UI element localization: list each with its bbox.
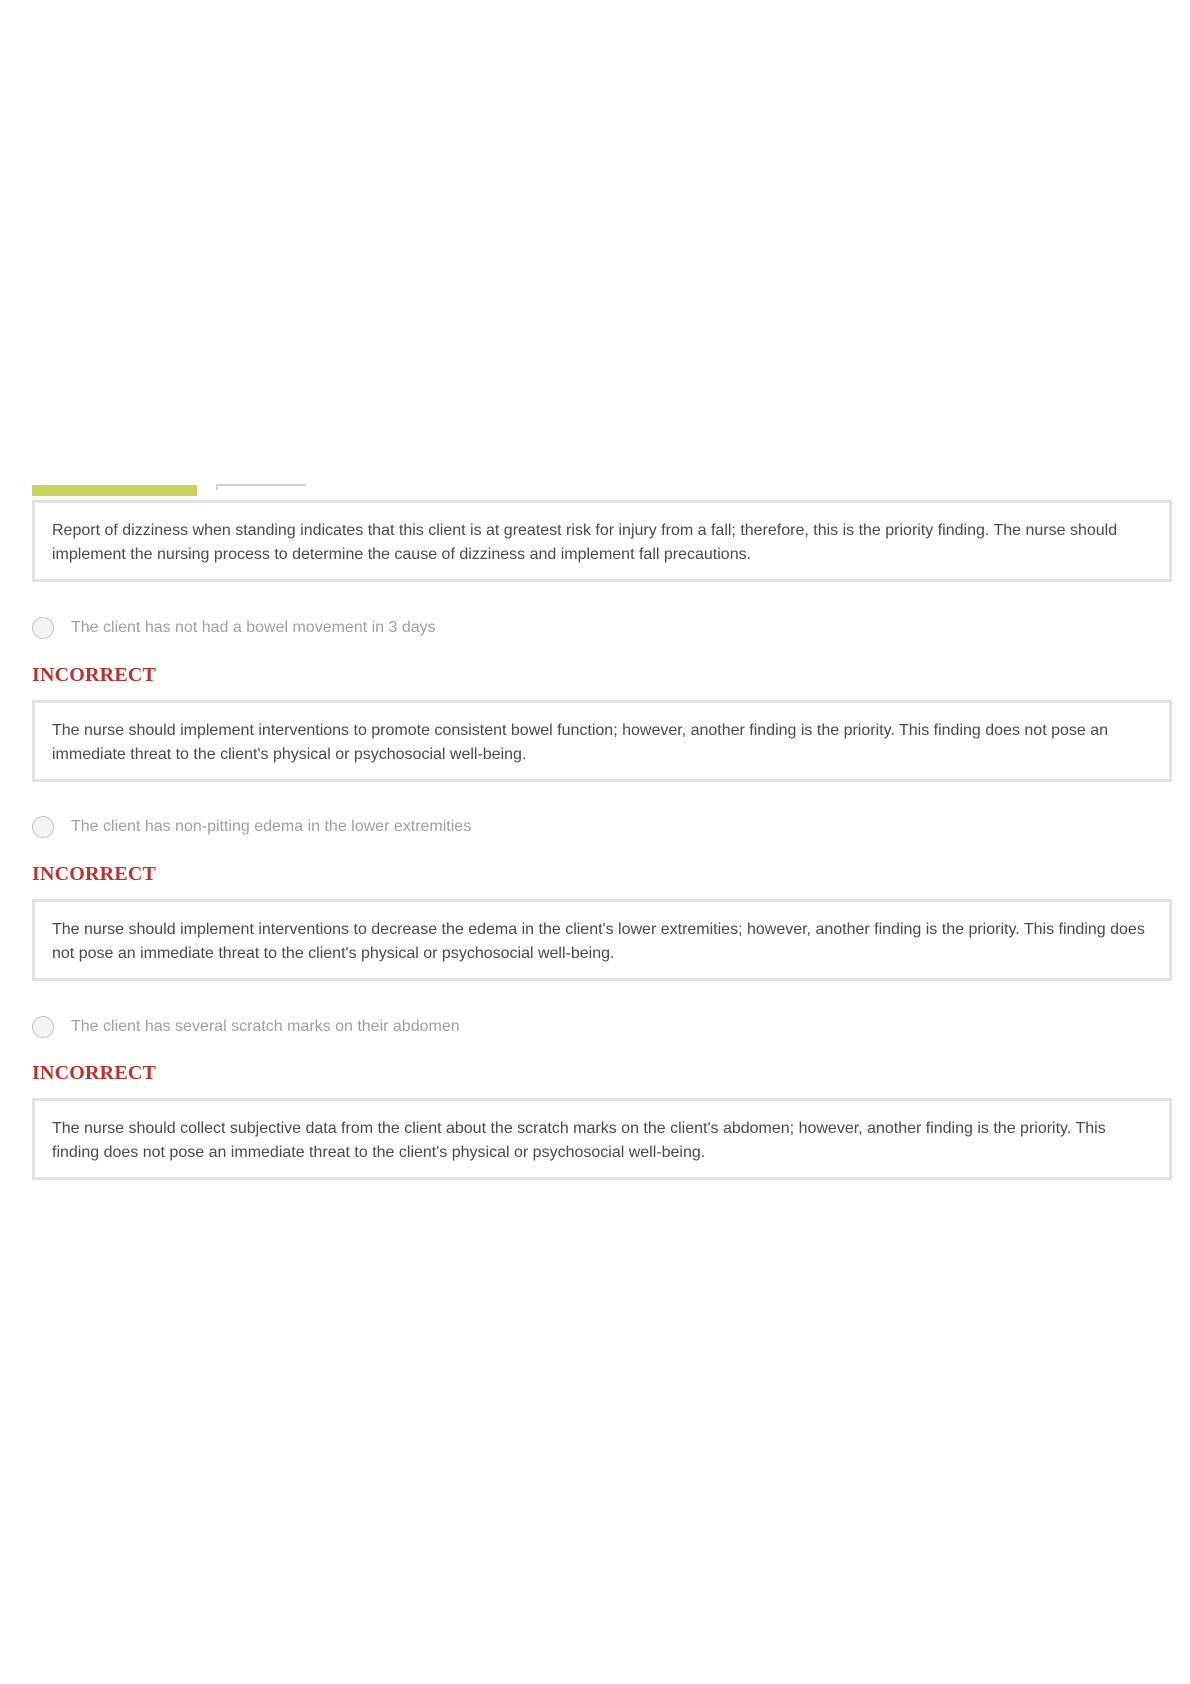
radio-button-icon[interactable] — [32, 816, 54, 838]
rationale-text: The nurse should collect subjective data from the client about the scratch marks on the client's abdomen; however, another finding is the priority. This finding does not pose an immediate threat to the client's physical or psychosocial well-being. — [52, 1120, 1106, 1161]
answer-option-label[interactable]: The client has several scratch marks on their abdomen — [71, 1018, 460, 1035]
correct-rationale-box — [32, 500, 1172, 582]
answer-option-edema[interactable] — [32, 814, 471, 840]
answer-option-bowel[interactable] — [32, 615, 436, 641]
rationale-box-scratch — [32, 1098, 1172, 1180]
radio-button-icon[interactable] — [32, 1016, 54, 1038]
correct-answer-indicator-bar — [32, 485, 197, 496]
rationale-box-edema — [32, 899, 1172, 981]
answer-option-scratch[interactable] — [32, 1014, 460, 1040]
tab-underline-decoration — [216, 484, 306, 486]
rationale-text: The nurse should implement interventions to decrease the edema in the client's lower extremities; however, another finding is the priority. This finding does not pose an immediate threat to the client's physical or psychosocial well-being. — [52, 921, 1145, 962]
rationale-text: The nurse should implement interventions to promote consistent bowel function; however, another finding is the priority. This finding does not pose an immediate threat to the client's physical or psychosocial well-being. — [52, 722, 1109, 763]
incorrect-label: INCORRECT — [32, 863, 157, 885]
radio-button-icon[interactable] — [32, 617, 54, 639]
rationale-box-bowel — [32, 700, 1172, 782]
correct-rationale-text: Report of dizziness when standing indicates that this client is at greatest risk for injury from a fall; therefore, this is the priority finding. The nurse should implement the nursing process to determine the cause of dizziness and implement fall precautions. — [52, 522, 1118, 563]
incorrect-label: INCORRECT — [32, 1062, 157, 1084]
answer-option-label[interactable]: The client has not had a bowel movement in 3 days — [71, 619, 436, 636]
answer-option-label[interactable]: The client has non-pitting edema in the lower extremities — [71, 818, 472, 835]
incorrect-label: INCORRECT — [32, 664, 157, 686]
